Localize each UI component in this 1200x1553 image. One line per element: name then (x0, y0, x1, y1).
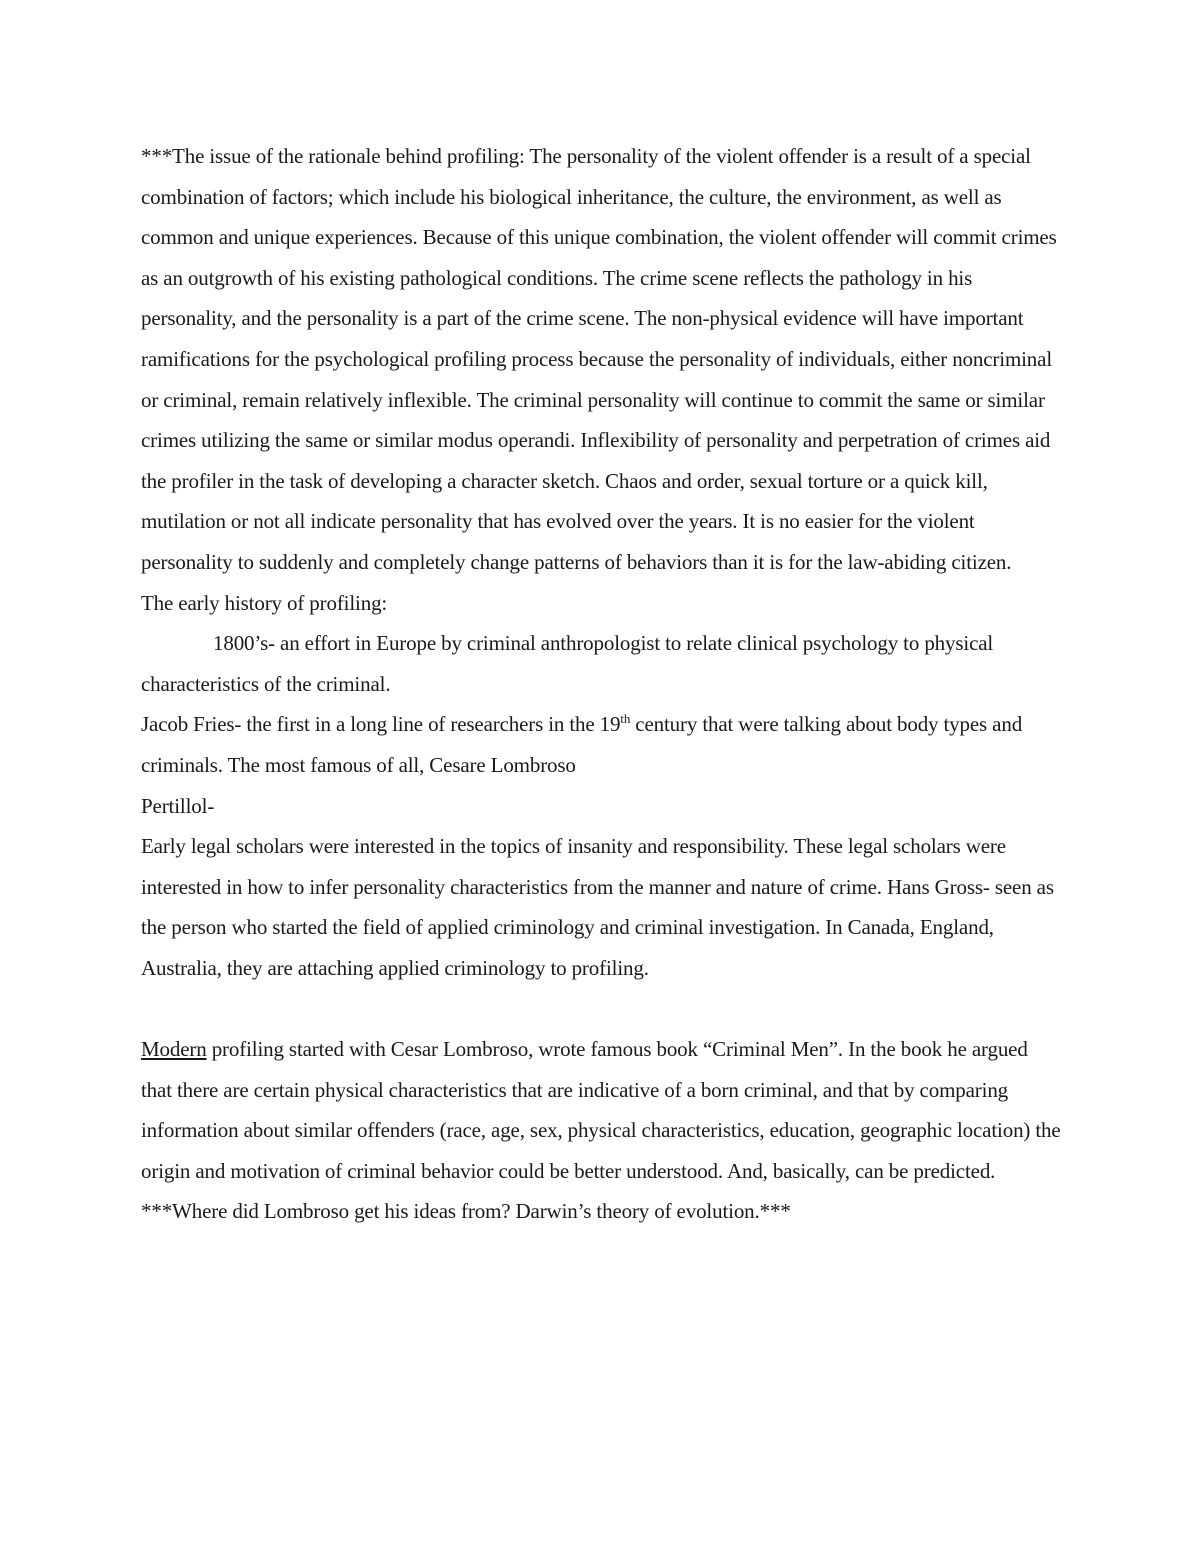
rationale-paragraph: ***The issue of the rationale behind profiling: The personality of the violent offender is a result of a special combination of factors; which include his biological inheritance, the culture, the environment, as well as common and unique experiences. Because of this unique combination, the violent offender will commit crimes as an outgrowth of his existing pathological conditions. The crime scene reflects the pathology in his personality, and the personality is a part of the crime scene. The non-physical evidence will have important ramifications for the psychological profiling process because the personality of individuals, either noncriminal or criminal, remain relatively inflexible. The criminal personality will continue to commit the same or similar crimes utilizing the same or similar modus operandi. Inflexibility of personality and perpetration of crimes aid the profiler in the task of developing a character sketch. Chaos and order, sexual torture or a quick kill, mutilation or not all indicate personality that has evolved over the years. It is no easier for the violent personality to suddenly and completely change patterns of behaviors than it is for the law-abiding citizen. (141, 144, 1057, 574)
ordinal-superscript: th (620, 711, 631, 727)
eighteen-hundreds-paragraph: 1800’s- an effort in Europe by criminal anthropologist to relate clinical psychology to physical characteristics of the criminal. (141, 631, 994, 696)
modern-underlined-word: Modern (141, 1037, 207, 1062)
fries-text-after: century that were talking about body types and criminals. The most famous of all, Cesare Lombroso (141, 712, 1023, 777)
jacob-fries-paragraph (141, 704, 1061, 785)
pertillol-line: Pertillol- (141, 793, 215, 818)
lombroso-question: ***Where did Lombroso get his ideas from? Darwin’s theory of evolution.*** (141, 1199, 791, 1224)
history-heading: The early history of profiling: (141, 590, 388, 615)
modern-paragraph-rest: profiling started with Cesar Lombroso, wrote famous book “Criminal Men”. In the book he argued that there are certain physical characteristics that are indicative of a born criminal, and that by comparing information about similar offenders (race, age, sex, physical characteristics, education, geographic location) the origin and motivation of criminal behavior could be better understood. And, basically, can be predicted. (141, 1037, 1061, 1183)
fries-text-before: Jacob Fries- the first in a long line of researchers in the 19 (141, 712, 621, 737)
document-body (141, 136, 1061, 1232)
modern-profiling-paragraph (141, 1029, 1061, 1191)
legal-scholars-paragraph: Early legal scholars were interested in the topics of insanity and responsibility. These legal scholars were interested in how to infer personality characteristics from the manner and nature of crime. Hans Gross- seen as the person who started the field of applied criminology and criminal investigation. In Canada, England, Australia, they are attaching applied criminology to profiling. (141, 834, 1054, 980)
blank-line (141, 988, 1061, 1029)
